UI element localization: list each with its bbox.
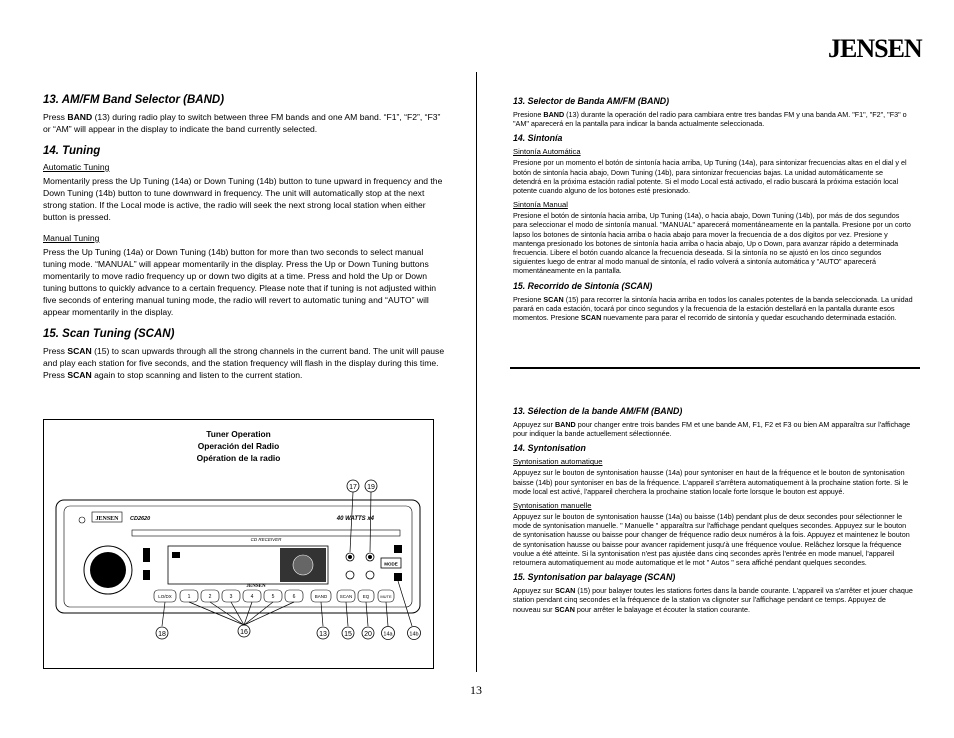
- skip-back-button: [394, 545, 402, 553]
- manual-tuning-label-en: Manual Tuning: [43, 233, 100, 243]
- band-text-es: Presione BAND (13) durante la operación del radio para cambiara entre tres bandas FM y una banda AM. "F1", "F2", "F3" o "AM" aparecerá en la pantalla para indicar la banda actualmente seleccionada.: [513, 110, 907, 129]
- band-heading-en: 13. AM/FM Band Selector (BAND): [43, 94, 225, 106]
- manual-tuning-label-fr: Syntonisation manuelle: [513, 501, 592, 511]
- manual-tuning-text-es: Presione el botón de sintonía hacia arriba, Up Tuning (14a), o hacia abajo, Down Tuning (14b), por más de dos segundos para seleccionar el modo de sintonía manual. "MANUAL" aparecerá momentáneamente en la pantalla. Presione por un corto lapso los botones de sintonía hacia arriba o hacia abajo para mover la frecuencia de a dos dígitos por vez. Presione y mantenga presionado los botones de sintonía hacia arriba o hacia abajo, Up o Down, para avanzar rápido a determinada frecuencia. Libere el botón cuando alcance la frecuencia deseada. Si la sintonía no se ajustó en los cinco segundos siguientes luego de entrar al modo manual de sintonía, el radio volverá a sintonía automática y "AUTO" aparecerá momentáneamente en la pantalla.: [513, 211, 911, 276]
- auto-tuning-label-fr: Syntonisation automatique: [513, 457, 603, 467]
- column-divider: [476, 72, 477, 672]
- skip-forward-button: [394, 573, 402, 581]
- auto-tuning-text-en: Momentarily press the Up Tuning (14a) or Down Tuning (14b) button to tune upward in frequency and the Down Tuning (14b) button to tune downward in frequency. The unit will automatically stop at the next strong station. If the Local mode is active, the radio will seek the next strong local station when either button is pressed.: [43, 176, 443, 222]
- callout-19-top: [365, 480, 377, 492]
- svg-text:18: 18: [158, 631, 166, 638]
- display-logo-icon: [293, 555, 313, 575]
- small-knob-19-core: [368, 555, 372, 559]
- callout-16: [238, 625, 250, 637]
- lo-dx-label: LO/DX: [158, 594, 172, 599]
- lcd-indicator: [172, 552, 180, 558]
- svg-text:19: 19: [367, 484, 375, 491]
- mute-label: MUTE: [380, 594, 392, 599]
- tuner-operation-figure: [43, 419, 434, 669]
- jensen-badge-text: JENSEN: [95, 516, 119, 522]
- figure-title-fr: Opération de la radio: [196, 453, 281, 463]
- tuning-heading-en: 14. Tuning: [43, 145, 101, 157]
- cd-receiver-label: CD RECEIVER: [250, 537, 282, 542]
- svg-text:15: 15: [344, 631, 352, 638]
- jensen-logo: JENSEN: [828, 34, 922, 63]
- scan-heading-en: 15. Scan Tuning (SCAN): [43, 328, 175, 340]
- eq-label: EQ: [362, 594, 370, 599]
- svg-text:17: 17: [349, 484, 357, 491]
- scan-text-en: Press SCAN (15) to scan upwards through all the strong channels in the current band. The unit will pause and play each station for five seconds, and the station frequency will flash in the display during this time. Press SCAN again to stop scanning and listen to the current station.: [43, 346, 445, 380]
- small-knob-17-core: [348, 555, 352, 559]
- small-knob-20: [366, 571, 374, 579]
- preset-3-label: 3: [229, 594, 233, 600]
- scan-label: SCAN: [339, 594, 353, 599]
- scan-heading-fr: 15. Syntonisation par balayage (SCAN): [513, 572, 676, 583]
- page-number: 13: [470, 683, 482, 697]
- left-small-button: [143, 570, 150, 580]
- scan-heading-es: 15. Recorrido de Sintonía (SCAN): [513, 280, 653, 291]
- band-text-fr: Appuyez sur BAND pour changer entre trois bandes FM et une bande AM, F1, F2 et F3 ou bien AM apparaîtra sur l'affichage pour indiquer la bande actuellement sélectionnée.: [513, 420, 911, 439]
- tuning-heading-fr: 14. Syntonisation: [513, 443, 586, 454]
- model-label: CD2620: [130, 516, 151, 522]
- scan-text-fr: Appuyez sur SCAN (15) pour balayer toutes les stations fortes dans la bande courante. L'appareil va s'arrêter et jouer chaque station pendant cinq secondes et la fréquence de la station va clignoter sur l'affichage pendant ce temps. Appuyez de nouveau sur SCAN pour arrêter le balayage et écouter la station courante.: [513, 586, 913, 614]
- cd-slot: [132, 530, 400, 536]
- callout-20: [362, 627, 374, 639]
- language-divider: [510, 367, 920, 369]
- volume-knob: [90, 552, 126, 588]
- band-heading-fr: 13. Sélection de la bande AM/FM (BAND): [513, 406, 683, 416]
- preset-4-label: 4: [250, 594, 254, 600]
- spanish-section: [513, 96, 913, 327]
- scan-text-es: Presione SCAN (15) para recorrer la sintonía hacia arriba en todos los canales potentes de la banda seleccionada. La unidad parará en cada estación, tocará por cinco segundos y la frecuencia de la estación destellará en la pantalla durante esos momentos. Presione SCAN nuevamente para parar el recorrido de sintonía y quedar escuchando determinada estación.: [513, 294, 913, 323]
- preset-6-label: 6: [292, 594, 296, 600]
- mode-button-label: MODE: [384, 561, 398, 567]
- auto-tuning-label-en: Automatic Tuning: [43, 162, 110, 172]
- preset-5-label: 5: [271, 594, 275, 600]
- band-label: BAND: [314, 594, 328, 599]
- callout-18: [156, 627, 168, 639]
- figure-title-es: Operación del Radio: [197, 441, 280, 451]
- radio-faceplate-illustration: [44, 420, 433, 668]
- figure-title-en: Tuner Operation: [206, 429, 271, 439]
- svg-text:20: 20: [364, 631, 372, 638]
- band-heading-es: 13. Selector de Banda AM/FM (BAND): [513, 96, 670, 106]
- french-section: [513, 406, 913, 619]
- svg-text:14b: 14b: [409, 631, 419, 638]
- watts-label: 40 WATTS x4: [336, 516, 374, 522]
- callout-14b: [408, 627, 421, 640]
- preset-1-label: 1: [187, 594, 191, 600]
- callout-15: [342, 627, 354, 639]
- callout-14a: [382, 627, 395, 640]
- preset-2-label: 2: [208, 594, 212, 600]
- small-knob-15: [346, 571, 354, 579]
- manual-tuning-label-es: Sintonía Manual: [513, 200, 568, 210]
- band-text-en: Press BAND (13) during radio play to switch between three FM bands and one AM band. “F1”, “F2”, “F3” or “AM” will appear in the display to indicate the band currently selected.: [43, 112, 441, 134]
- manual-tuning-text-en: Press the Up Tuning (14a) or Down Tuning (14b) button for more than two seconds to select manual tuning mode. “MANUAL” will appear momentarily in the display. Press the Up or Down Tuning buttons momentarily to move radio frequency up or down two digits at a time. Press and hold the Up or Down tuning buttons to quickly advance to a certain frequency. Please note that if tuning is not adjusted within five seconds of entering manual tuning mode, the radio will revert to automatic tuning and “AUTO” will appear momentarily in the display.: [43, 247, 437, 317]
- callout-13: [317, 627, 329, 639]
- auto-tuning-label-es: Sintonía Automática: [513, 147, 581, 157]
- tuning-heading-es: 14. Sintonía: [513, 133, 563, 144]
- left-aux-button: [143, 548, 150, 562]
- svg-text:16: 16: [240, 629, 248, 636]
- english-section: [43, 94, 447, 388]
- manual-tuning-text-fr: Appuyez sur le bouton de syntonisation hausse (14a) ou baisse (14b) pendant plus de deux secondes pour sélectionner le mode de syntonisation manuelle. " Manuelle " apparaîtra sur l'affichage pendant quelques secondes. Appuyez sur le bouton de syntonisation hausse ou baisse pour changer de fréquence radio deux numéros à la fois. Appuyez et maintenez le bouton de syntonisation hausse ou baisse pour avancer rapidement jusqu'à une fréquence voulue. Relâchez lorsque la fréquence voulue a été atteinte. Si la syntonisation n'est pas ajustée dans cinq secondes après l'entrée en mode manuel, l'appareil retournera automatiquement au mode automatique et le mot " Autos " sera affiché pendant quelques secondes.: [513, 512, 910, 568]
- auto-tuning-text-fr: Appuyez sur le bouton de syntonisation hausse (14a) pour syntoniser en haut de la fréquence et le bouton de syntonisation baisse (14b) pour syntoniser en bas de la fréquence. L'appareil s'arrêtera automatiquement à la prochaine station forte. Si le mode local est activé, l'appareil cherchera la prochaine station locale forte lorsque le bouton est appuyé.: [513, 468, 909, 496]
- svg-text:13: 13: [319, 631, 327, 638]
- svg-text:14a: 14a: [383, 631, 393, 638]
- display-brand: JENSEN: [246, 584, 266, 589]
- auto-tuning-text-es: Presione por un momento el botón de sintonía hacia arriba, Up Tuning (14a), para sintonizar frecuencias altas en el dial y el botón de sintonía hacia abajo, Down Tuning (14b), para sintonizar frecuencias bajas. La unidad automáticamente se detendrá en la próxima estación radial potente. Si el modo Local está activado, el radio buscará la próxima estación local potente cuando alguno de los botones esté presionado.: [513, 158, 907, 196]
- callout-17: [347, 480, 359, 492]
